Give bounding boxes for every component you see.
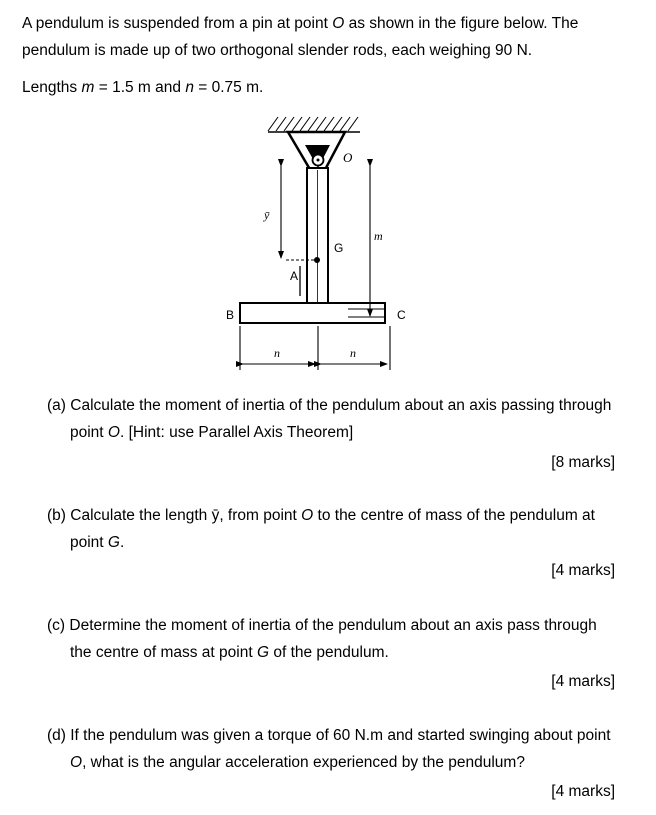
intro-line-2: pendulum is made up of two orthogonal slender rods, each weighing 90 N.	[22, 42, 533, 59]
marks-c: [4 marks]	[551, 673, 615, 690]
ceiling-support	[268, 117, 360, 132]
label-b: B	[226, 308, 235, 322]
m-dimension	[370, 166, 383, 316]
label-o: O	[343, 150, 353, 165]
label-g: G	[334, 241, 344, 255]
label-c: C	[397, 308, 406, 322]
label-n-right: n	[350, 346, 356, 360]
label-n-left: n	[274, 346, 280, 360]
pendulum-figure	[0, 0, 656, 380]
question-c: (c) Determine the moment of inertia of the pendulum about an axis pass through the centre of mass at point G of the pendulum.	[47, 617, 597, 661]
marks-a: [8 marks]	[551, 454, 615, 471]
label-a: A	[290, 269, 299, 283]
lengths-statement: Lengths m = 1.5 m and n = 0.75 m.	[22, 79, 264, 96]
n-dimensions	[240, 326, 390, 370]
marks-b: [4 marks]	[551, 562, 615, 579]
intro-line-1: A pendulum is suspended from a pin at point O as shown in the figure below. The	[22, 15, 579, 32]
marks-d: [4 marks]	[551, 783, 615, 800]
label-m: m	[374, 229, 383, 243]
question-a: (a) Calculate the moment of inertia of the pendulum about an axis passing through point O. [Hint: use Parallel Axis Theorem]	[47, 397, 612, 441]
question-d: (d) If the pendulum was given a torque of 60 N.m and started swinging about point O, what is the angular acceleration experienced by the pendulum?	[47, 727, 611, 771]
question-b: (b) Calculate the length ȳ, from point O to the centre of mass of the pendulum at point G.	[47, 507, 595, 551]
label-ybar: ȳ	[264, 208, 270, 222]
centre-of-mass-g	[314, 257, 320, 263]
horizontal-rod	[240, 303, 385, 323]
